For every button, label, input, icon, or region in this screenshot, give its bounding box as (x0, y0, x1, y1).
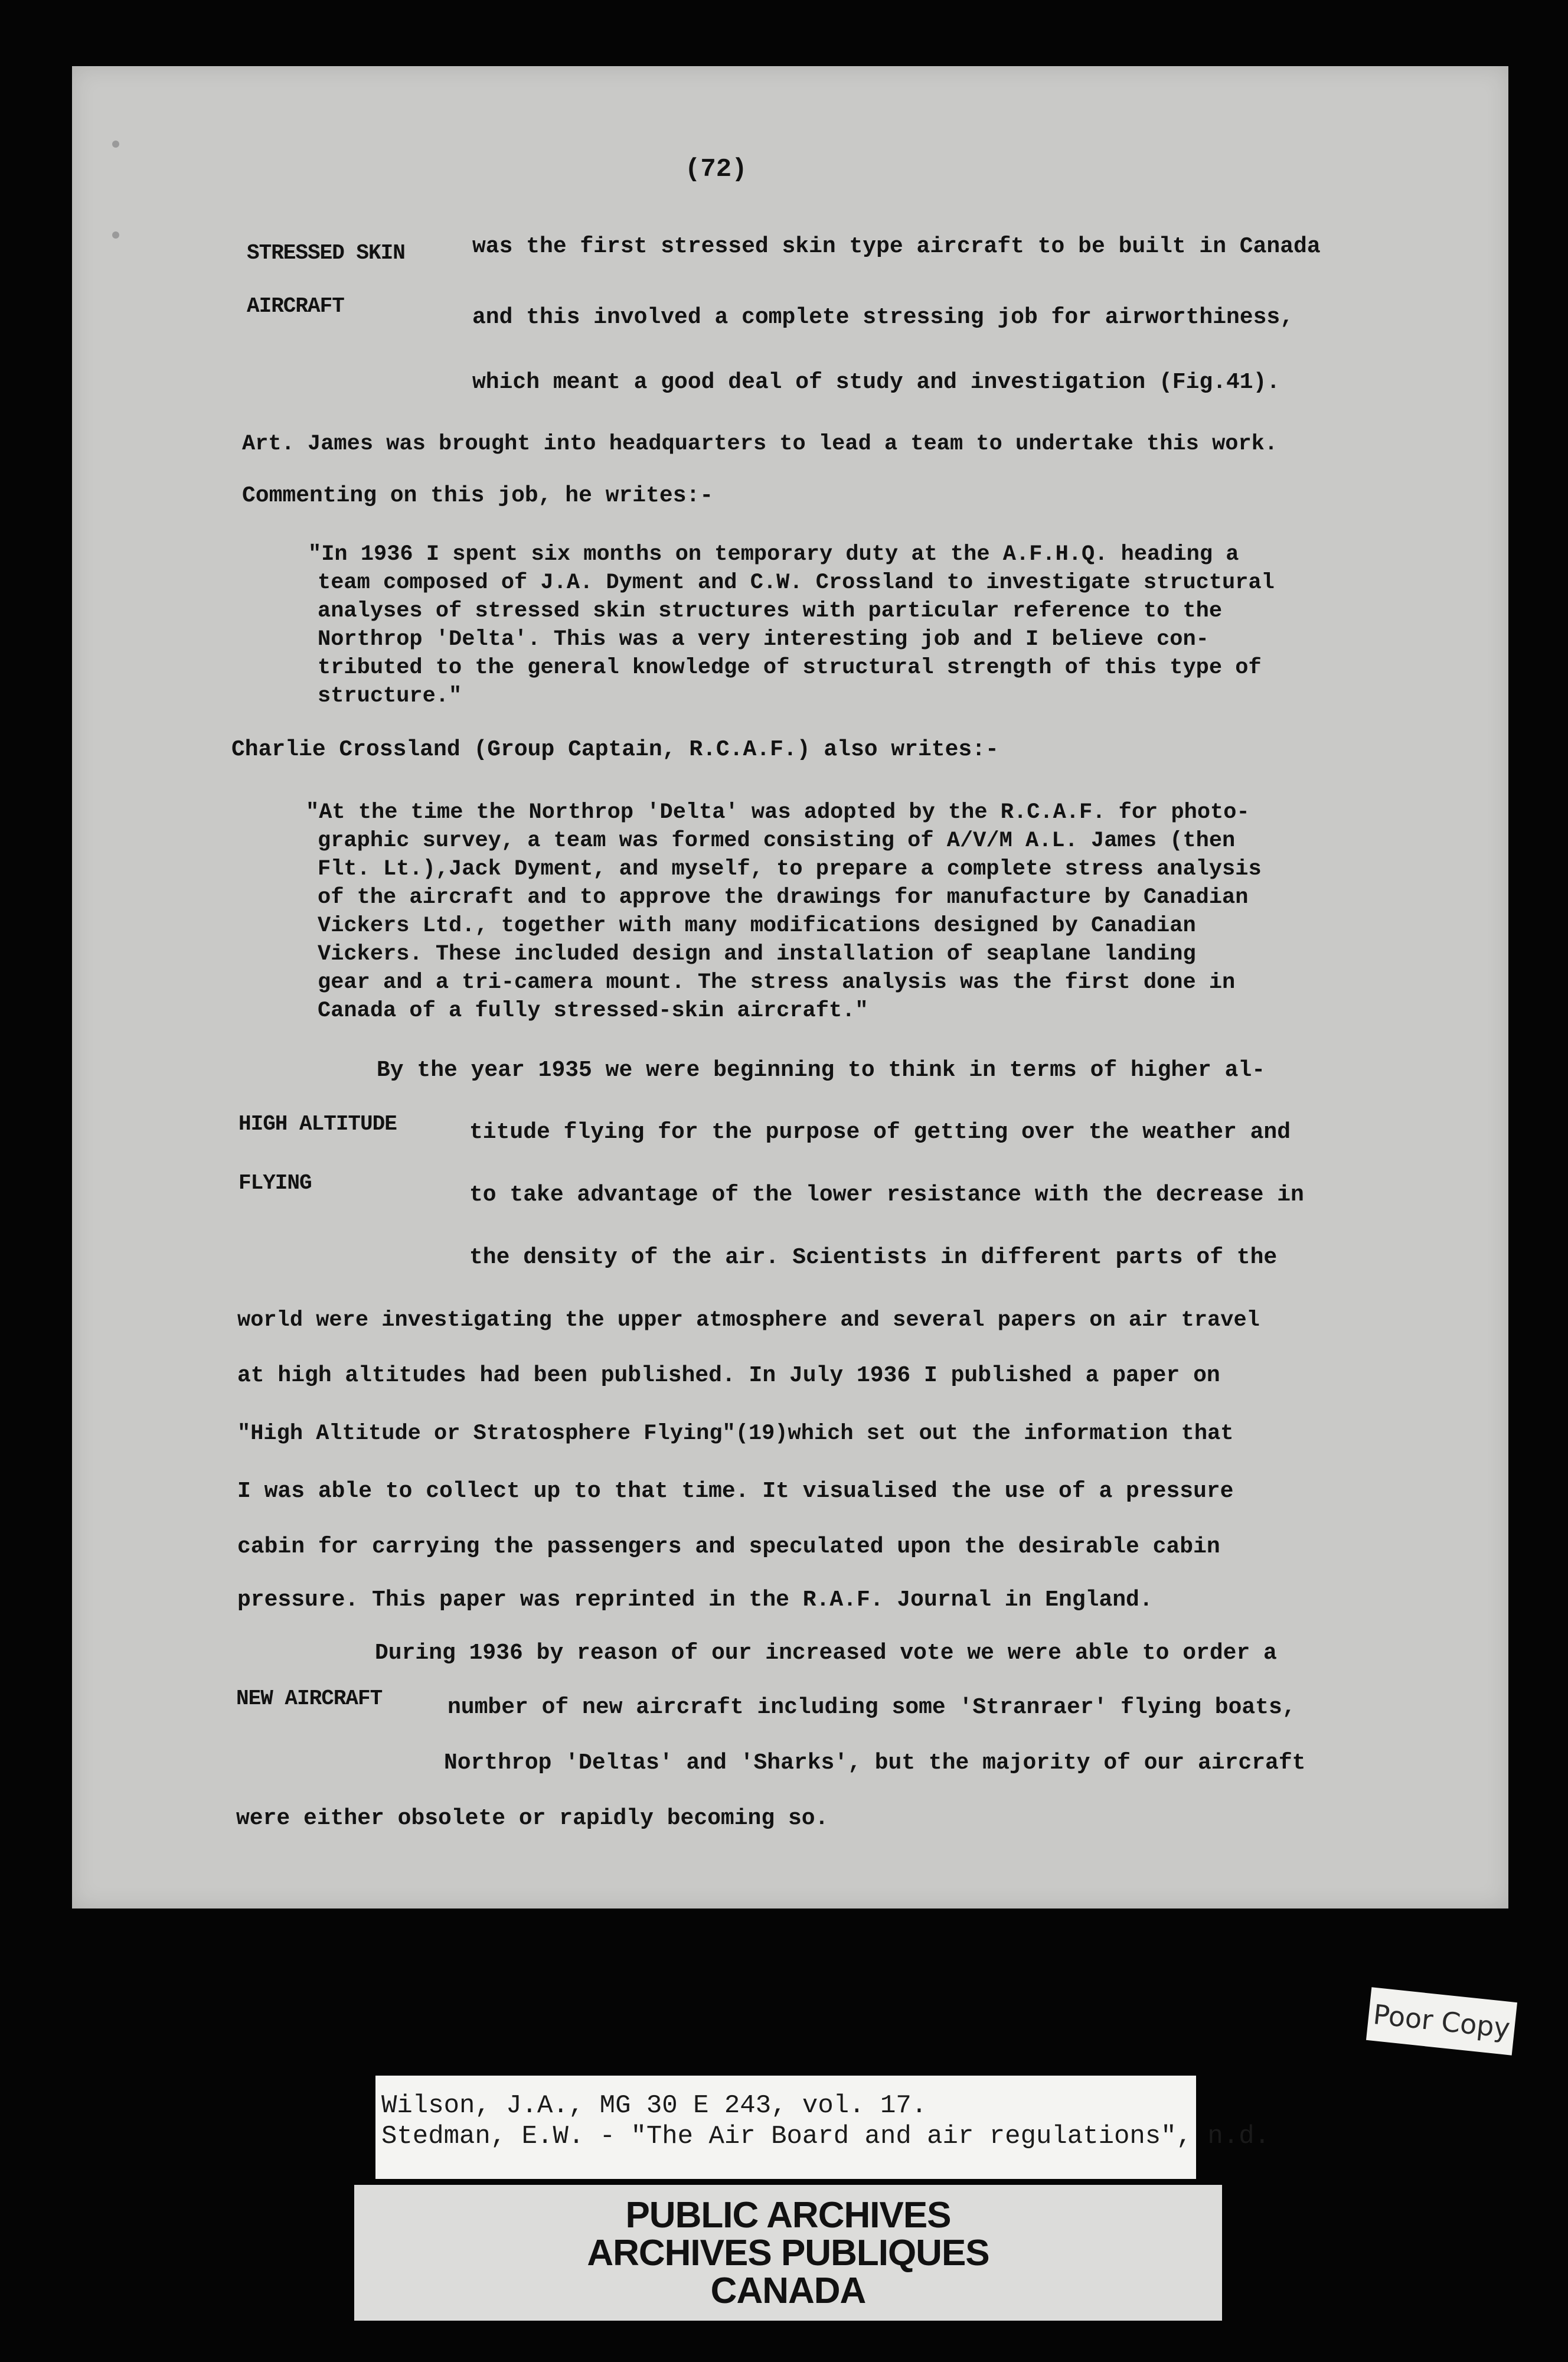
para1-line3: which meant a good deal of study and investigation (Fig.41). (472, 370, 1280, 395)
quote2-line8: Canada of a fully stressed-skin aircraft." (318, 999, 868, 1023)
para3-line1: During 1936 by reason of our increased vote we were able to order a (375, 1640, 1277, 1666)
stamp-line3: CANADA (710, 2270, 866, 2311)
quote2-line3: Flt. Lt.),Jack Dyment, and myself, to prepare a complete stress analysis (318, 857, 1262, 882)
quote1-line5: tributed to the general knowledge of structural strength of this type of (318, 655, 1262, 680)
para1-line4: Art. James was brought into headquarters to lead a team to undertake this work. (242, 432, 1278, 456)
para1-line1: was the first stressed skin type aircraft to be built in Canada (472, 234, 1321, 259)
quote2-line1: "At the time the Northrop 'Delta' was adopted by the R.C.A.F. for photo- (306, 800, 1250, 825)
quote2-line7: gear and a tri-camera mount. The stress analysis was the first done in (318, 970, 1236, 995)
para2-line6: at high altitudes had been published. In July 1936 I published a paper on (237, 1363, 1220, 1388)
archive-reference-label (375, 2076, 1270, 2179)
handwritten-note: Poor Copy (1366, 1987, 1517, 2055)
para2-line10: pressure. This paper was reprinted in the R.A.F. Journal in England. (237, 1587, 1153, 1613)
archive-label-line2: Stedman, E.W. - "The Air Board and air regulations", n.d. (381, 2122, 1270, 2151)
quote1-line2: team composed of J.A. Dyment and C.W. Crossland to investigate structural (318, 570, 1275, 595)
quote1-line4: Northrop 'Delta'. This was a very interesting job and I believe con- (318, 627, 1209, 652)
para2-line4: the density of the air. Scientists in different parts of the (469, 1245, 1278, 1270)
para3-line3: Northrop 'Deltas' and 'Sharks', but the majority of our aircraft (444, 1750, 1306, 1776)
quote2-line6: Vickers. These included design and installation of seaplane landing (318, 942, 1196, 967)
margin-note-high-altitude: HIGH ALTITUDE (239, 1112, 397, 1136)
scan-speck (112, 231, 119, 239)
para1-line5: Commenting on this job, he writes:- (242, 483, 714, 508)
para2-line7: "High Altitude or Stratosphere Flying"(19)which set out the information that (237, 1421, 1234, 1446)
para2-line3: to take advantage of the lower resistance with the decrease in (469, 1182, 1304, 1208)
public-archives-stamp (354, 2185, 1222, 2321)
para3-line4: were either obsolete or rapidly becoming so. (236, 1806, 829, 1831)
para2-line8: I was able to collect up to that time. It visualised the use of a pressure (237, 1479, 1234, 1504)
quote1-line6: structure." (318, 684, 462, 709)
quote2-line5: Vickers Ltd., together with many modifications designed by Canadian (318, 914, 1196, 938)
stamp-line2: ARCHIVES PUBLIQUES (587, 2233, 989, 2273)
page-number: (72) (685, 155, 747, 184)
margin-note-stressed-skin: STRESSED SKIN (247, 241, 405, 265)
para3-line2: number of new aircraft including some 'Stranraer' flying boats, (447, 1695, 1296, 1720)
margin-note-aircraft: AIRCRAFT (247, 294, 344, 318)
para2-line5: world were investigating the upper atmosphere and several papers on air travel (237, 1308, 1260, 1333)
quote2-line2: graphic survey, a team was formed consisting of A/V/M A.L. James (then (318, 828, 1236, 853)
charlie-line: Charlie Crossland (Group Captain, R.C.A.F.) also writes:- (231, 737, 999, 762)
margin-note-new-aircraft: NEW AIRCRAFT (236, 1686, 383, 1711)
quote1-line1: "In 1936 I spent six months on temporary duty at the A.F.H.Q. heading a (308, 542, 1239, 567)
archive-label-line1: Wilson, J.A., MG 30 E 243, vol. 17. (381, 2091, 927, 2120)
quote2-line4: of the aircraft and to approve the drawings for manufacture by Canadian (318, 885, 1249, 910)
margin-note-flying: FLYING (239, 1171, 312, 1195)
para2-line2: titude flying for the purpose of getting over the weather and (469, 1120, 1291, 1145)
quote1-line3: analyses of stressed skin structures with particular reference to the (318, 599, 1223, 624)
scan-speck (112, 141, 119, 148)
para2-line1: By the year 1935 we were beginning to think in terms of higher al- (377, 1058, 1266, 1083)
para1-line2: and this involved a complete stressing job for airworthiness, (472, 305, 1294, 330)
stamp-line1: PUBLIC ARCHIVES (625, 2195, 951, 2236)
para2-line9: cabin for carrying the passengers and speculated upon the desirable cabin (237, 1534, 1220, 1560)
